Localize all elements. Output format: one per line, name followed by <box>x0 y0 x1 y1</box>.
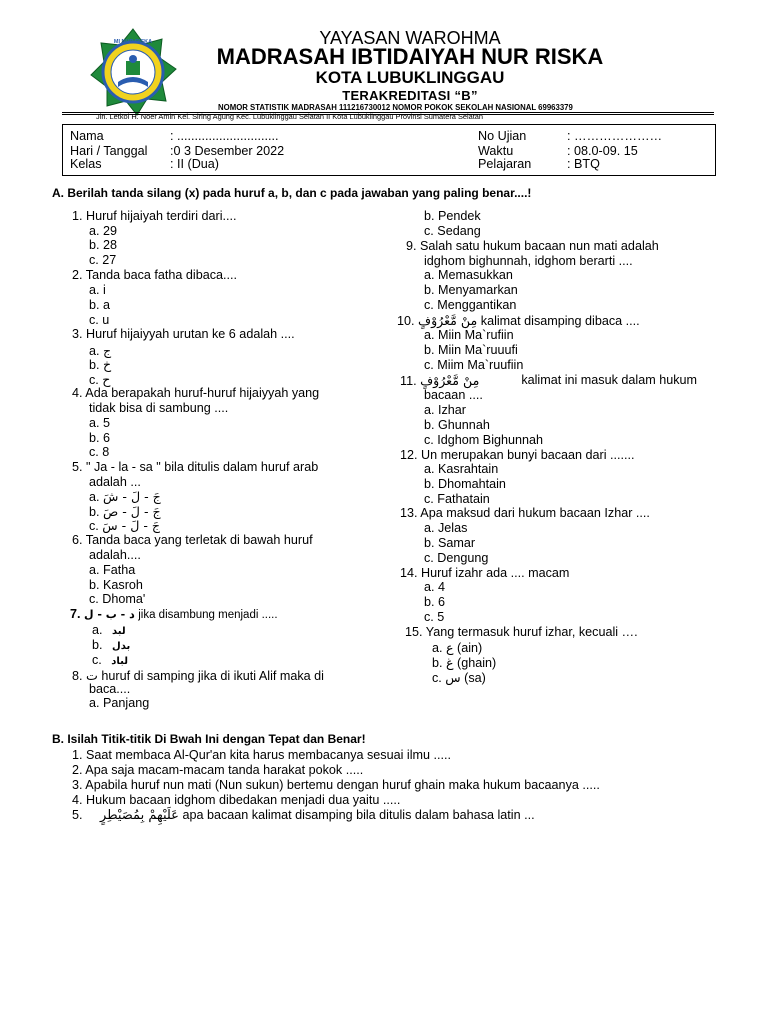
option-5c[interactable]: c. جَ - لَ - سَ <box>89 518 161 533</box>
question-1: 1. Huruf hijaiyah terdiri dari.... <box>72 209 237 223</box>
question-4: 4. Ada berapakah huruf-huruf hijaiyyah yang <box>72 386 320 400</box>
option-6c[interactable]: c. Dhoma' <box>89 592 146 606</box>
identity-value-time: : 08.0-09. 15 <box>567 144 638 158</box>
option-11b[interactable]: b. Ghunnah <box>424 418 490 432</box>
accreditation: TERAKREDITASI “B” <box>342 88 478 103</box>
option-8c[interactable]: c. Sedang <box>424 224 481 238</box>
arabic-letter: ت <box>86 668 98 683</box>
arabic-text: مِنْ مَّعْرُوْفٍ <box>420 373 480 388</box>
arabic-letter: غ <box>446 655 454 670</box>
option-7c[interactable]: c. لباد <box>92 653 129 667</box>
identity-label-date: Hari / Tanggal <box>70 144 148 158</box>
school-numbers: NOMOR STATISTIK MADRASAH 111216730012 NOMOR POKOK SEKOLAH NASIONAL 69963379 <box>218 103 573 112</box>
question-9-cont: idghom bighunnah, idghom berarti .... <box>424 254 633 268</box>
option-15c[interactable]: c. س (sa) <box>432 670 486 685</box>
question-11-cont: bacaan .... <box>424 388 483 402</box>
identity-value-exam-no[interactable]: : ………………… <box>567 129 663 143</box>
option-14b[interactable]: b. 6 <box>424 595 446 609</box>
option-10a[interactable]: a. Miin Ma`rufiin <box>424 328 514 342</box>
arabic-text: عَلَيْهِمْ بِمُصَيْطِرٍ <box>100 808 179 823</box>
option-3a[interactable]: a. ج <box>89 343 112 358</box>
question-10: 10. مِنْ مَّعْرُوْفٍ kalimat disamping dibaca .... <box>397 313 640 328</box>
arabic-letter: خ <box>103 357 112 372</box>
essay-2: 2. Apa saja macam-macam tanda harakat pokok ..... <box>72 763 364 777</box>
option-13b[interactable]: b. Samar <box>424 536 476 550</box>
identity-value-nama[interactable]: : ............................. <box>170 129 279 143</box>
option-13a[interactable]: a. Jelas <box>424 521 468 535</box>
section-b-title: B. Isilah Titik-titik Di Bwah Ini dengan Tepat dan Benar! <box>52 732 366 746</box>
essay-5: 5. عَلَيْهِمْ بِمُصَيْطِرٍ apa bacaan kalimat disamping bila ditulis dalam bahasa latin ... <box>72 808 535 823</box>
option-7a[interactable]: a. لبد <box>92 623 126 637</box>
option-8b[interactable]: b. Pendek <box>424 209 481 223</box>
option-4b[interactable]: b. 6 <box>89 431 111 445</box>
question-9: 9. Salah satu hukum bacaan nun mati adalah <box>406 239 659 253</box>
option-10b[interactable]: b. Miin Ma`ruuufi <box>424 343 518 357</box>
option-2b[interactable]: b. a <box>89 298 111 312</box>
option-11c[interactable]: c. Idghom Bighunnah <box>424 433 544 447</box>
question-13: 13. Apa maksud dari hukum bacaan Izhar .... <box>400 506 650 520</box>
question-4-cont: tidak bisa di sambung .... <box>89 401 229 415</box>
school-logo <box>88 27 178 117</box>
question-5: 5. " Ja - la - sa " bila ditulis dalam huruf arab <box>72 460 319 474</box>
arabic-text: جَ - لَ - شَ <box>103 489 161 504</box>
question-15: 15. Yang termasuk huruf izhar, kecuali …. <box>405 625 638 639</box>
arabic-letter: ع <box>446 640 454 655</box>
arabic-text: د - ب - ل <box>84 608 135 621</box>
arabic-text: لبد <box>112 626 126 637</box>
identity-label-exam-no: No Ujian <box>478 129 527 143</box>
essay-3: 3. Apabila huruf nun mati (Nun sukun) bertemu dengan huruf ghain maka hukum bacaanya ..... <box>72 778 600 792</box>
option-15a[interactable]: a. ع (ain) <box>432 640 483 655</box>
option-2a[interactable]: a. i <box>89 283 106 297</box>
option-7b[interactable]: b. بدل <box>92 638 131 652</box>
option-1a[interactable]: a. 29 <box>89 224 118 238</box>
arabic-text: بدل <box>112 641 131 652</box>
school-address: Jln. Letkol H. Noer Amin Kel. Siring Agung Kec. Lubuklinggau Selatan II Kota Lubuklinggau Provinsi Sumatera Selatan <box>96 112 484 121</box>
question-2: 2. Tanda baca fatha dibaca.... <box>72 268 238 282</box>
question-3: 3. Huruf hijaiyyah urutan ke 6 adalah .... <box>72 327 295 341</box>
option-6b[interactable]: b. Kasroh <box>89 578 143 592</box>
option-13c[interactable]: c. Dengung <box>424 551 489 565</box>
question-14: 14. Huruf izahr ada .... macam <box>400 566 570 580</box>
option-1b[interactable]: b. 28 <box>89 238 118 252</box>
city-name: KOTA LUBUKLINGGAU <box>315 68 505 87</box>
option-9b[interactable]: b. Menyamarkan <box>424 283 518 297</box>
section-a-title: A. Berilah tanda silang (x) pada huruf a, b, dan c pada jawaban yang paling benar....! <box>52 186 532 200</box>
question-5-cont: adalah ... <box>89 475 141 489</box>
option-1c[interactable]: c. 27 <box>89 253 117 267</box>
identity-label-nama: Nama <box>70 129 104 143</box>
option-9a[interactable]: a. Memasukkan <box>424 268 513 282</box>
question-8: 8. ت huruf di samping jika di ikuti Alif maka di <box>72 668 324 683</box>
option-14c[interactable]: c. 5 <box>424 610 445 624</box>
option-3c[interactable]: c. ح <box>89 372 111 387</box>
identity-value-date: :0 3 Desember 2022 <box>170 144 285 158</box>
question-12: 12. Un merupakan bunyi bacaan dari ....... <box>400 448 635 462</box>
identity-value-subject: : BTQ <box>567 157 600 171</box>
essay-4: 4. Hukum bacaan idghom dibedakan menjadi dua yaitu ..... <box>72 793 401 807</box>
question-6-cont: adalah.... <box>89 548 141 562</box>
option-9c[interactable]: c. Menggantikan <box>424 298 517 312</box>
essay-1: 1. Saat membaca Al-Qur'an kita harus membacanya sesuai ilmu ..... <box>72 748 451 762</box>
identity-label-subject: Pelajaran <box>478 157 532 171</box>
question-11: 11. مِنْ مَّعْرُوْفٍ kalimat ini masuk dalam hukum <box>400 373 697 388</box>
option-8a[interactable]: a. Panjang <box>89 696 150 710</box>
option-12c[interactable]: c. Fathatain <box>424 492 490 506</box>
option-15b[interactable]: b. غ (ghain) <box>432 655 497 670</box>
foundation-name: YAYASAN WAROHMA <box>319 28 501 48</box>
arabic-letter: ح <box>102 372 111 387</box>
option-3b[interactable]: b. خ <box>89 357 112 372</box>
arabic-text: لباد <box>111 656 129 667</box>
option-6a[interactable]: a. Fatha <box>89 563 136 577</box>
arabic-letter: ج <box>103 343 112 358</box>
question-8-cont: baca.... <box>89 682 131 696</box>
option-14a[interactable]: a. 4 <box>424 580 446 594</box>
option-11a[interactable]: a. Izhar <box>424 403 466 417</box>
identity-label-time: Waktu <box>478 144 514 158</box>
question-6: 6. Tanda baca yang terletak di bawah huruf <box>72 533 313 547</box>
option-5b[interactable]: b. جَ - لَ - صَ <box>89 504 161 519</box>
identity-value-class: : II (Dua) <box>170 157 219 171</box>
school-name: MADRASAH IBTIDAIYAH NUR RISKA <box>216 44 604 69</box>
arabic-letter: س <box>445 670 461 685</box>
option-10c[interactable]: c. Miim Ma`ruufiin <box>424 358 524 372</box>
option-12b[interactable]: b. Dhomahtain <box>424 477 506 491</box>
option-4a[interactable]: a. 5 <box>89 416 111 430</box>
arabic-text: جَ - لَ - سَ <box>102 518 161 533</box>
option-12a[interactable]: a. Kasrahtain <box>424 462 499 476</box>
arabic-text: مِنْ مَّعْرُوْفٍ <box>418 313 478 328</box>
identity-label-class: Kelas <box>70 157 102 171</box>
arabic-text: جَ - لَ - صَ <box>103 504 161 519</box>
question-7: 7. د - ب - ل jika disambung menjadi ..... <box>70 607 278 621</box>
logo-text: MI NUR RISKA <box>113 39 153 45</box>
option-4c[interactable]: c. 8 <box>89 445 110 459</box>
option-2c[interactable]: c. u <box>89 313 110 327</box>
option-5a[interactable]: a. جَ - لَ - شَ <box>89 489 161 504</box>
